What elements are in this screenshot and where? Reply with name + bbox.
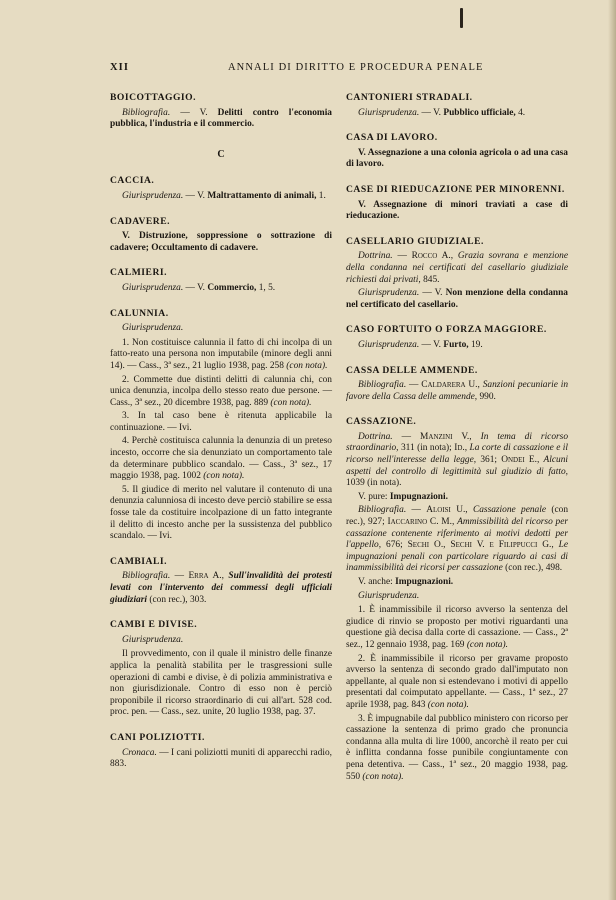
paragraph: 1. Non costituisce calunnia il fatto di chi incolpa di un fatto-reato una persona non imputabile (minore degli anni 14). — Cass., 3ª sez., 21 luglio 1938, pag. 258 (con nota). <box>110 337 332 371</box>
paragraph: 2. È inammissibile il ricorso per gravame proposto avverso la sentenza di secondo grado dall'imputato non appellante, al quale non si estendevano i motivi di appello presentati dal coimputato appellante. — Cass., 1ª sez., 27 aprile 1938, pag. 843 (con nota). <box>346 653 568 710</box>
paragraph: 3. In tal caso bene è ritenuta applicabile la continuazione. — Ivi. <box>110 411 332 433</box>
entry-cassa: Bibliografia. — Caldarera U., Sanzioni pecuniarie in favore della Cassa delle ammende, 990. <box>346 380 569 402</box>
paragraph: 1. È inammissibile il ricorso avverso la sentenza del giudice di rinvio se proposto per motivi riguardanti una questione già decisa dalla corte di cassazione. — Cass., 2ª sez., 12 gennaio 1938, pag. 169 (con nota). <box>346 605 568 650</box>
entry-title-boicottaggio: BOICOTTAGGIO. <box>110 92 197 103</box>
entry-casellario-dottrina: Dottrina. — Rocco A., Grazia sovrana e menzione della condanna nei certificati del casellario giudiziale richiesti dai privati, 845. <box>346 251 569 285</box>
right-column <box>346 92 568 785</box>
entry-title-cadavere: CADAVERE. <box>110 215 171 227</box>
left-column <box>110 92 332 773</box>
entry-title-cantonieri: CANTONIERI STRADALI. <box>346 92 473 103</box>
entry-calmieri: Giurisprudenza. — V. Commercio, 1, 5. <box>122 282 276 293</box>
entry-cassazione-vpure: V. pure: Impugnazioni. <box>358 491 448 502</box>
entry-title-casa: CASA DI LAVORO. <box>346 132 438 144</box>
entry-casellario-giurisprudenza: Giurisprudenza. — V. Non menzione della condanna nel certificato del casellario. <box>346 288 568 310</box>
entry-cassazione-vanche: V. anche: Impugnazioni. <box>358 577 454 587</box>
subsection-label: Giurisprudenza. <box>358 590 420 601</box>
page-edge-shadow <box>608 0 616 900</box>
entry-title-cassa: CASSA DELLE AMMENDE. <box>346 364 478 376</box>
page-number: XII <box>110 62 130 73</box>
entry-title-casellario: CASELLARIO GIUDIZIALE. <box>346 235 484 247</box>
paragraph: 4. Perchè costituisca calunnia la denunzia di un preteso incesto, occorre che sia denunziato un comportamento tale da determinare pubblico scandalo. — Cass., 3ª sez., 17 maggio 1938, pag. 1002 (con nota). <box>110 436 332 482</box>
paragraph: 3. È impugnabile dal pubblico ministero con ricorso per cassazione la sentenza di primo grado che pronuncia condanna alla multa di lire 1000, ancorchè il reato per cui è inflitta condanna fosse punibile congiuntamente con pena detentiva. — Cass., 1ª sez., 20 maggio 1938, pag. 550 (con nota). <box>346 713 568 782</box>
entry-title-case: CASE DI RIEDUCAZIONE PER MINORENNI. <box>346 183 565 195</box>
entry-cassazione-dottrina: Dottrina. — Manzini V., In tema di ricorso straordinario, 311 (in nota); Id., La corte di cassazione e il ricorso nell'interesse della legge, 361; Ondei E., Alcuni aspetti del controllo di legittimità sul giudizio di fatto, 1039 (in nota). <box>346 431 569 489</box>
page-header <box>110 62 560 78</box>
entry-caccia: Giurisprudenza. — V. Maltrattamento di animali, 1. <box>122 190 326 201</box>
entry-cani: Cronaca. — I cani poliziotti muniti di apparecchi radio, 883. <box>110 747 332 770</box>
entry-title-cambiali: CAMBIALI. <box>110 555 168 567</box>
entry-caso: Giurisprudenza. — V. Furto, 19. <box>358 339 483 350</box>
section-letter: C <box>217 148 225 160</box>
entry-cassazione-bibliografia: Bibliografia. — Aloisi U., Cassazione penale (con rec.), 927; Iaccarino C. M., Ammissibilità del ricorso per cassazione contenente riferimento ai motivi dedotti per l'appello, 676; Sechi O., Sechi V. e Filippucci G., Le impugnazioni penali con particolare riguardo ai casi di inammissibilità dei ricorsi per cassazione (con rec.), 498. <box>346 505 569 574</box>
entry-title-cambi: CAMBI E DIVISE. <box>110 619 198 631</box>
entry-case: V. Assegnazione di minori traviati a case di rieducazione. <box>346 199 568 222</box>
subsection-label: Giurisprudenza. <box>122 634 184 645</box>
entry-title-calmieri: CALMIERI. <box>110 267 168 279</box>
entry-title-cani: CANI POLIZIOTTI. <box>110 731 205 743</box>
paragraph: 5. Il giudice di merito nel valutare il contenuto di una denunzia calunniosa di incesto deve perciò stabilire se essa fosse tale da costituire incolpazione di un fatto integrante il delitto di incesto anche per la sussistenza del pubblico scandalo. — Ivi. <box>110 484 332 542</box>
entry-cadavere: V. Distruzione, soppressione o sottrazione di cadavere; Occultamento di cadavere. <box>110 231 332 253</box>
entry-title-cassazione: CASSAZIONE. <box>346 416 417 428</box>
entry-title-calunnia: CALUNNIA. <box>110 307 169 319</box>
running-title: ANNALI DI DIRITTO E PROCEDURA PENALE <box>228 62 484 73</box>
ink-mark <box>460 8 463 28</box>
paragraph: Il provvedimento, con il quale il ministro delle finanze applica la penalità stabilita per le trasgressioni sulle operazioni di cambi e divise, è di polizia amministrativa e non giurisdizionale. Contro di esso non è perciò proponibile il ricorso straordinario di cui all'art. 528 cod. proc. pen. — Cass., sez. unite, 20 luglio 1938, pag. 37. <box>110 649 332 718</box>
entry-title-caso: CASO FORTUITO O FORZA MAGGIORE. <box>346 324 547 336</box>
entry-boicottaggio: Bibliografia. — V. Delitti contro l'economia pubblica, l'industria e il commercio. <box>110 107 332 130</box>
paragraph: 2. Commette due distinti delitti di calunnia chi, con unica denunzia, incolpa dello stesso reato due persone. — Cass., 3ª sez., 20 dicembre 1938, pag. 889 (con nota). <box>110 374 332 408</box>
entry-title-caccia: CACCIA. <box>110 175 155 187</box>
entry-cantonieri: Giurisprudenza. — V. Pubblico ufficiale, 4. <box>358 107 526 118</box>
entry-cambiali: Bibliografia. — Erra A., Sull'invalidità dei protesti levati con l'intervento dei commessi degli ufficiali giudiziari (con rec.), 303. <box>110 571 333 605</box>
entry-casa: V. Assegnazione a una colonia agricola o ad una casa di lavoro. <box>346 147 568 170</box>
subsection-label: Giurisprudenza. <box>122 323 184 334</box>
